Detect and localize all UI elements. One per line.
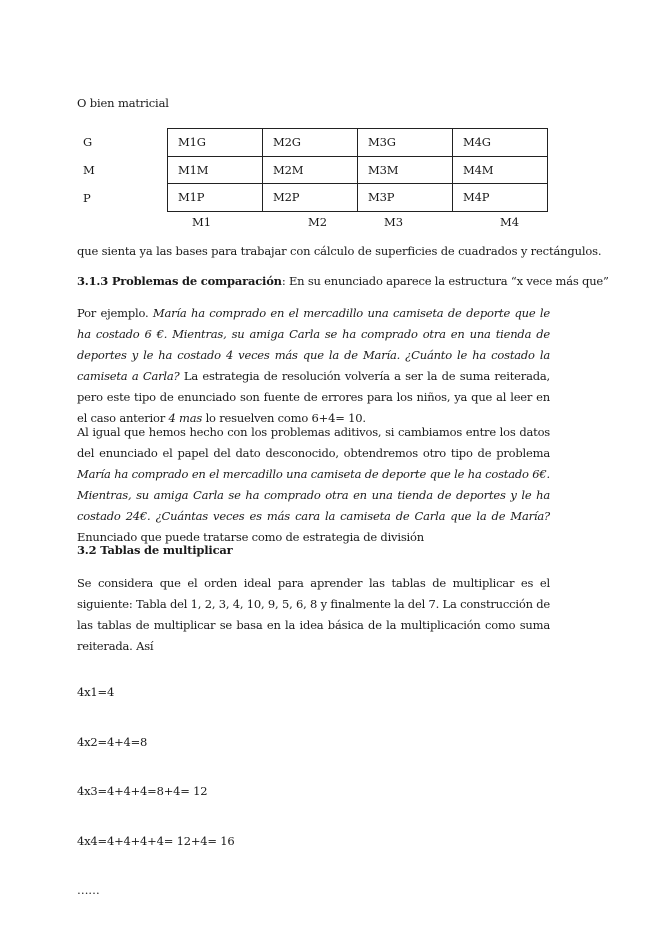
section-313-heading bbox=[77, 274, 609, 288]
section-32-title: 3.2 Tablas de multiplicar bbox=[77, 543, 233, 557]
list-item: 4x3=4+4+4=8+4= 12 bbox=[77, 784, 208, 798]
table-cell: M4P bbox=[453, 184, 548, 212]
para1-problem: María ha comprado en el mercadillo una camiseta de deporte que le ha costado 6 €. Mientras, su amiga Carla se ha comprado otra en una tienda de deportes y le ha costado 4 veces más que la de María. ¿Cuánto le ha costado la camiseta a Carla? bbox=[77, 306, 551, 383]
table-cell: M1G bbox=[168, 129, 263, 157]
table-cell: M4G bbox=[453, 129, 548, 157]
multiplication-list bbox=[77, 651, 235, 932]
para2-lead: Al igual que hemos hecho con los problemas aditivos, si cambiamos entre los datos del enunciado el papel del dato desconocido, obtendremos otro tipo de problema bbox=[77, 425, 550, 460]
list-item: …… bbox=[77, 883, 100, 897]
matrix-table bbox=[167, 128, 548, 212]
paragraph-example-comparison bbox=[77, 303, 550, 429]
table-row bbox=[168, 129, 548, 157]
row-label-g: G bbox=[83, 135, 93, 149]
para1-tail: lo resuelven como 6+4= 10. bbox=[202, 411, 366, 425]
para2-problem: María ha comprado en el mercadillo una camiseta de deporte que le ha costado 6€. Mientras, su amiga Carla se ha comprado otra en una tienda de deportes y le ha costado 24€. ¿Cuántas veces es más cara la camiseta de Carla que la de María? bbox=[77, 467, 550, 523]
list-item: 4x4=4+4+4+4= 12+4= 16 bbox=[77, 833, 235, 848]
table-cell: M3P bbox=[358, 184, 453, 212]
section-313-title: 3.1.3 Problemas de comparación bbox=[77, 274, 282, 288]
table-cell: M2M bbox=[263, 156, 358, 184]
paragraph-division-strategy bbox=[77, 422, 550, 548]
list-item: 4x2=4+4=8 bbox=[77, 734, 148, 749]
table-cell: M3G bbox=[358, 129, 453, 157]
col-label-m4: M4 bbox=[500, 215, 520, 229]
paragraph-tables-order: Se considera que el orden ideal para aprender las tablas de multiplicar es el siguiente: Tabla del 1, 2, 3, 4, 10, 9, 5, 6, 8 y finalmente la del 7. La construcción de las tablas de multiplicar se basa en la idea básica de la multiplicación como suma reiterada. Así bbox=[77, 576, 550, 653]
para1-lead: Por ejemplo. bbox=[77, 306, 153, 320]
after-matrix-text: que sienta ya las bases para trabajar con cálculo de superficies de cuadrados y rectángulos. bbox=[77, 244, 602, 258]
table-cell: M4M bbox=[453, 156, 548, 184]
table-cell: M1P bbox=[168, 184, 263, 212]
row-label-p: P bbox=[83, 191, 91, 205]
para2-tail: Enunciado que puede tratarse como de estrategia de división bbox=[77, 530, 424, 544]
table-row bbox=[168, 184, 548, 212]
section-313-rest: : En su enunciado aparece la estructura “x vece más que” bbox=[281, 274, 609, 288]
section-32-heading bbox=[77, 543, 233, 557]
table-cell: M3M bbox=[358, 156, 453, 184]
col-label-m1: M1 bbox=[192, 215, 212, 229]
table-cell: M1M bbox=[168, 156, 263, 184]
para1-mid: La estrategia de resolución volvería a ser la de suma reiterada, pero este tipo de enunciado son fuente de errores para los niños, ya que al leer en el caso anterior bbox=[77, 369, 550, 425]
table-cell: M2G bbox=[263, 129, 358, 157]
table-row bbox=[168, 156, 548, 184]
table-cell: M2P bbox=[263, 184, 358, 212]
col-label-m3: M3 bbox=[384, 215, 404, 229]
col-label-m2: M2 bbox=[308, 215, 328, 229]
list-item: 4x1=4 bbox=[77, 685, 115, 699]
intro-text: O bien matricial bbox=[77, 96, 169, 110]
para1-italic2: 4 mas bbox=[168, 411, 203, 425]
row-label-m: M bbox=[83, 163, 95, 177]
